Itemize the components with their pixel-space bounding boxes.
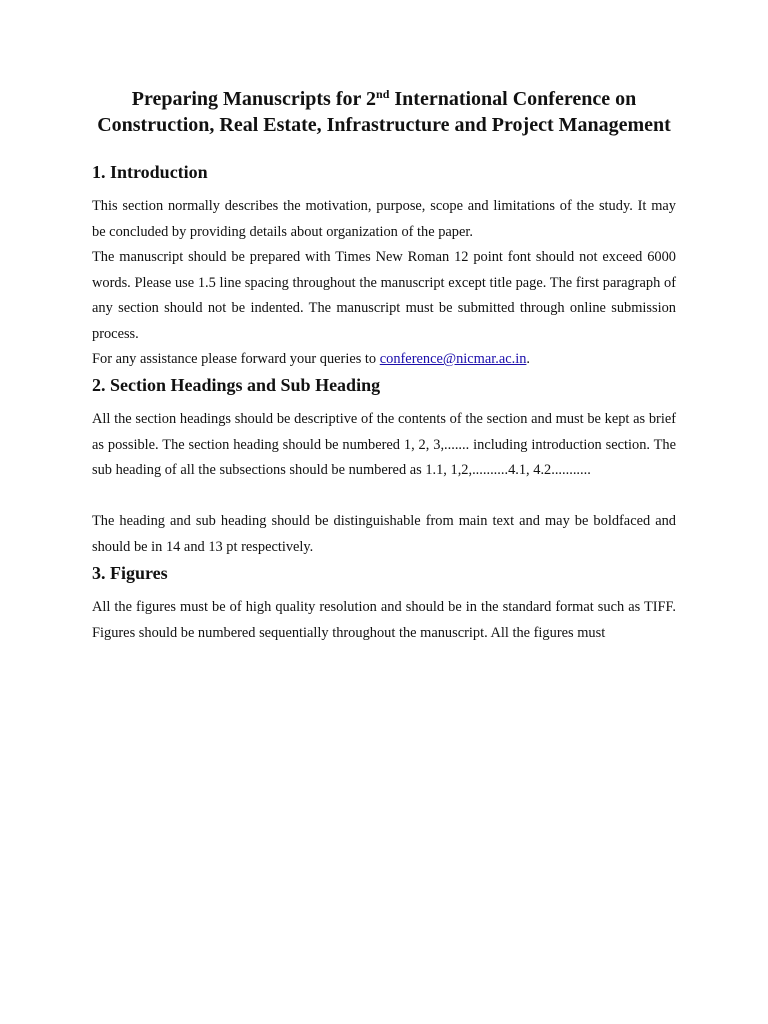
document-title bbox=[92, 86, 676, 138]
assistance-text: For any assistance please forward your queries to bbox=[92, 351, 380, 367]
section-heading-headings: 2. Section Headings and Sub Heading bbox=[92, 375, 381, 395]
headings-paragraph-1: All the section headings should be descriptive of the contents of the section and must be kept as brief as possible. The section heading should be numbered 1, 2, 3,....... including introduction section. The sub heading of all the subsections should be numbered as 1.1, 1,2,..........4.1, 4.2........... bbox=[92, 411, 676, 478]
headings-paragraph-2: The heading and sub heading should be distinguishable from main text and may be boldfaced and should be in 14 and 13 pt respectively. bbox=[92, 513, 676, 555]
section-heading-introduction: 1. Introduction bbox=[92, 162, 208, 182]
figures-paragraph-1: All the figures must be of high quality resolution and should be in the standard format such as TIFF. Figures should be numbered sequentially throughout the manuscript. All the figures must bbox=[92, 599, 676, 641]
section-heading-figures: 3. Figures bbox=[92, 563, 168, 583]
title-part1: Preparing Manuscripts for 2 bbox=[131, 88, 377, 110]
title-part2: International Conference on Construction, Real Estate, Infrastructure and Project Management bbox=[97, 88, 671, 136]
intro-paragraph-3 bbox=[92, 347, 676, 373]
intro-paragraph-1: This section normally describes the motivation, purpose, scope and limitations of the study. It may be concluded by providing details about organization of the paper. bbox=[92, 198, 676, 240]
title-superscript: nd bbox=[376, 87, 390, 101]
intro-paragraph-2: The manuscript should be prepared with Times New Roman 12 point font should not exceed 6000 words. Please use 1.5 line spacing throughout the manuscript except title page. The first paragraph of any section should not be indented. The manuscript must be submitted through online submission process. bbox=[92, 249, 676, 342]
contact-email-link[interactable]: conference@nicmar.ac.in bbox=[379, 351, 527, 367]
assistance-suffix: . bbox=[526, 351, 531, 367]
